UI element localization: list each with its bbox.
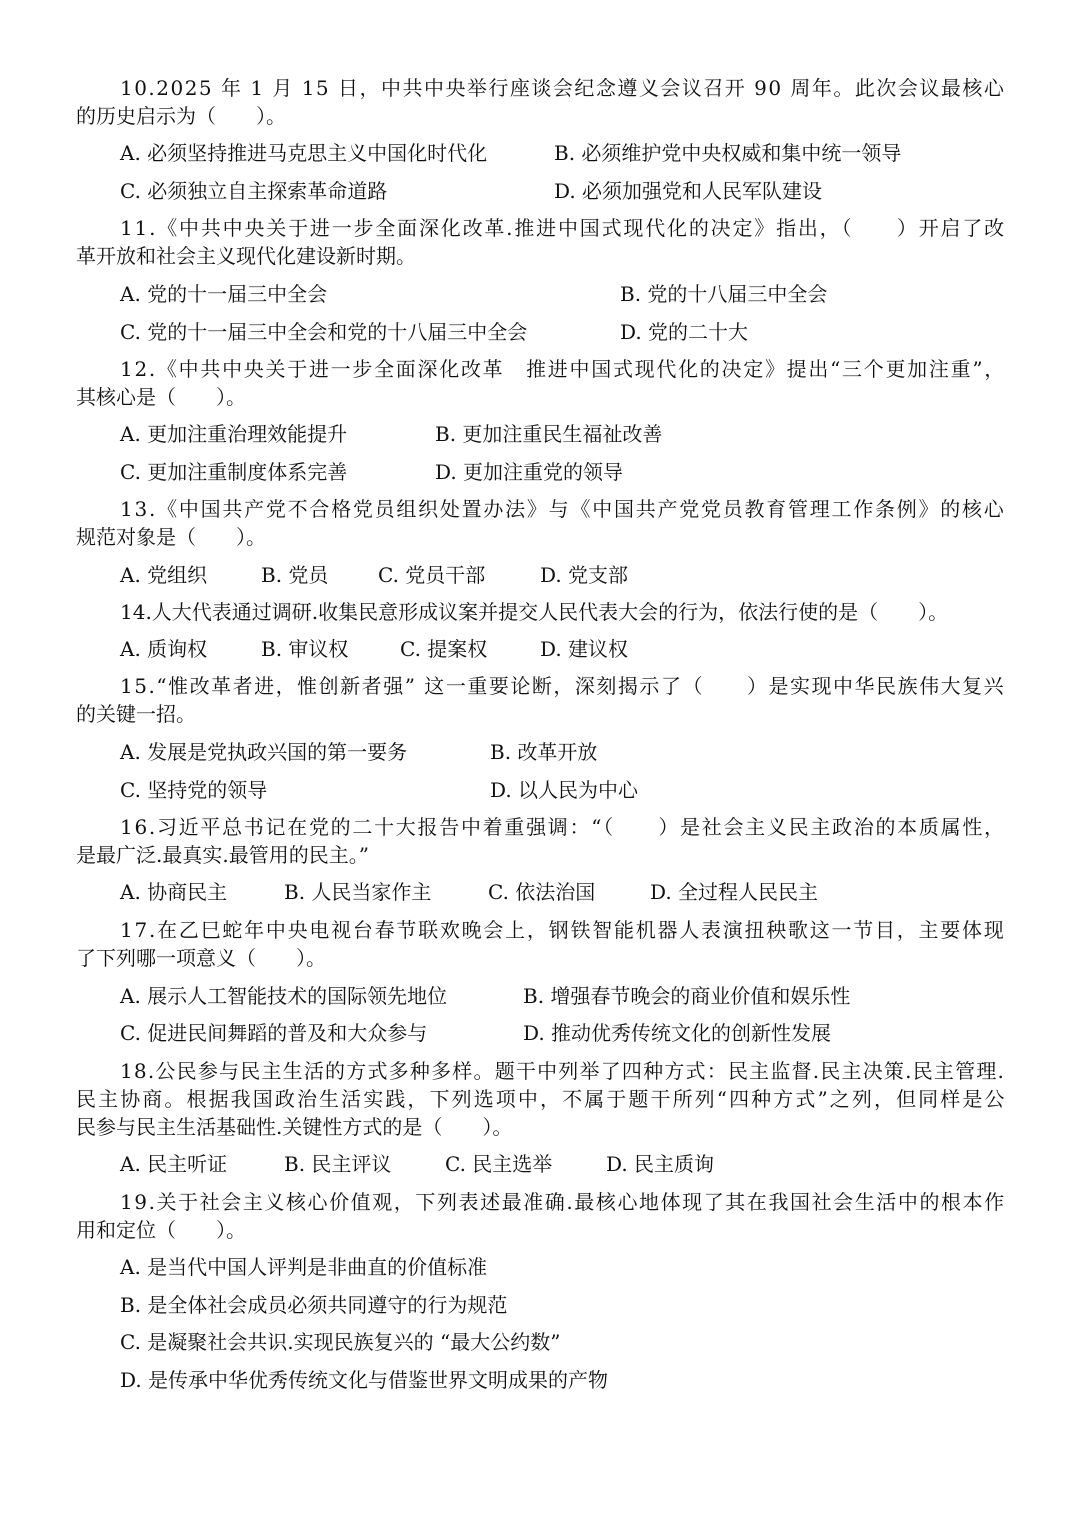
question-15-stem-line: 的关键一招。 bbox=[76, 702, 196, 726]
question-11-option: B. 党的十八届三中全会 bbox=[620, 282, 828, 306]
question-11-stem-line: 11.《中共中央关于进一步全面深化改革.推进中国式现代化的决定》指出，（ ）开启了改 bbox=[120, 216, 1006, 240]
question-14-option: C. 提案权 bbox=[400, 637, 488, 661]
question-15-option: C. 坚持党的领导 bbox=[120, 778, 268, 802]
question-19-option: B. 是全体社会成员必须共同遵守的行为规范 bbox=[120, 1293, 508, 1317]
question-17-option: C. 促进民间舞蹈的普及和大众参与 bbox=[120, 1021, 428, 1045]
question-12-stem-line: 12.《中共中央关于进一步全面深化改革 推进中国式现代化的决定》提出“三个更加注重”， bbox=[120, 357, 1006, 381]
question-18-option: C. 民主选举 bbox=[445, 1152, 553, 1176]
question-14-option: A. 质询权 bbox=[120, 637, 208, 661]
question-16-option: B. 人民当家作主 bbox=[284, 880, 432, 904]
question-19-option: A. 是当代中国人评判是非曲直的价值标准 bbox=[120, 1255, 488, 1279]
question-10-stem-line: 的历史启示为（ ）。 bbox=[76, 104, 286, 128]
question-10-option: A. 必须坚持推进马克思主义中国化时代化 bbox=[120, 141, 488, 165]
question-13-stem-line: 13.《中国共产党不合格党员组织处置办法》与《中国共产党党员教育管理工作条例》的核心 bbox=[120, 497, 1006, 521]
question-10-stem-line: 10.2025 年 1 月 15 日，中共中央举行座谈会纪念遵义会议召开 90 周年。此次会议最核心 bbox=[120, 76, 1006, 100]
question-14-option: B. 审议权 bbox=[261, 637, 349, 661]
question-19-stem-line: 用和定位（ ）。 bbox=[76, 1218, 246, 1242]
question-16-stem-line: 是最广泛.最真实.最管用的民主。” bbox=[76, 843, 369, 867]
question-13-option: B. 党员 bbox=[261, 563, 329, 587]
question-11-option: C. 党的十一届三中全会和党的十八届三中全会 bbox=[120, 320, 528, 344]
question-13-option: D. 党支部 bbox=[540, 563, 629, 587]
question-11-stem-line: 革开放和社会主义现代化建设新时期。 bbox=[76, 244, 416, 268]
question-12-option: B. 更加注重民生福祉改善 bbox=[435, 422, 663, 446]
question-16-option: C. 依法治国 bbox=[488, 880, 596, 904]
question-17-stem-line: 了下列哪一项意义（ ）。 bbox=[76, 946, 326, 970]
question-17-option: B. 增强春节晚会的商业价值和娱乐性 bbox=[523, 984, 851, 1008]
question-15-option: D. 以人民为中心 bbox=[490, 778, 639, 802]
question-11-option: A. 党的十一届三中全会 bbox=[120, 282, 328, 306]
question-18-option: A. 民主听证 bbox=[120, 1152, 228, 1176]
question-10-option: D. 必须加强党和人民军队建设 bbox=[554, 179, 823, 203]
question-12-option: A. 更加注重治理效能提升 bbox=[120, 422, 348, 446]
question-16-stem-line: 16.习近平总书记在党的二十大报告中着重强调：“（ ）是社会主义民主政治的本质属性， bbox=[120, 815, 1006, 839]
question-10-option: B. 必须维护党中央权威和集中统一领导 bbox=[554, 141, 902, 165]
question-13-stem-line: 规范对象是（ ）。 bbox=[76, 525, 266, 549]
question-14-option: D. 建议权 bbox=[540, 637, 629, 661]
question-16-option: D. 全过程人民民主 bbox=[650, 880, 819, 904]
question-17-option: D. 推动优秀传统文化的创新性发展 bbox=[523, 1021, 832, 1045]
question-15-option: B. 改革开放 bbox=[490, 740, 598, 764]
question-14-stem-line: 14.人大代表通过调研.收集民意形成议案并提交人民代表大会的行为，依法行使的是（ ）。 bbox=[120, 600, 949, 624]
question-11-option: D. 党的二十大 bbox=[620, 320, 749, 344]
question-16-option: A. 协商民主 bbox=[120, 880, 228, 904]
question-12-option: C. 更加注重制度体系完善 bbox=[120, 460, 348, 484]
question-17-stem-line: 17.在乙巳蛇年中央电视台春节联欢晚会上，钢铁智能机器人表演扭秧歌这一节目，主要体现 bbox=[120, 918, 1006, 942]
question-18-stem-line: 18.公民参与民主生活的方式多种多样。题干中列举了四种方式：民主监督.民主决策.民主管理. bbox=[120, 1059, 1006, 1083]
question-15-stem-line: 15.“惟改革者进，惟创新者强” 这一重要论断，深刻揭示了（ ）是实现中华民族伟大复兴 bbox=[120, 674, 1006, 698]
question-19-option: D. 是传承中华优秀传统文化与借鉴世界文明成果的产物 bbox=[120, 1368, 609, 1392]
question-17-option: A. 展示人工智能技术的国际领先地位 bbox=[120, 984, 448, 1008]
question-18-option: D. 民主质询 bbox=[606, 1152, 715, 1176]
question-18-stem-line: 民主协商。根据我国政治生活实践，下列选项中，不属于题干所列“四种方式”之列，但同样是公 bbox=[76, 1087, 1007, 1111]
question-15-option: A. 发展是党执政兴国的第一要务 bbox=[120, 740, 408, 764]
question-19-stem-line: 19.关于社会主义核心价值观，下列表述最准确.最核心地体现了其在我国社会生活中的根本作 bbox=[120, 1190, 1006, 1214]
question-18-option: B. 民主评议 bbox=[284, 1152, 392, 1176]
question-12-option: D. 更加注重党的领导 bbox=[435, 460, 624, 484]
question-13-option: C. 党员干部 bbox=[378, 563, 486, 587]
question-12-stem-line: 其核心是（ ）。 bbox=[76, 385, 246, 409]
question-19-option: C. 是凝聚社会共识.实现民族复兴的 “最大公约数” bbox=[120, 1330, 561, 1354]
question-10-option: C. 必须独立自主探索革命道路 bbox=[120, 179, 388, 203]
question-18-stem-line: 民参与民主生活基础性.关键性方式的是（ ）。 bbox=[76, 1115, 513, 1139]
question-13-option: A. 党组织 bbox=[120, 563, 208, 587]
